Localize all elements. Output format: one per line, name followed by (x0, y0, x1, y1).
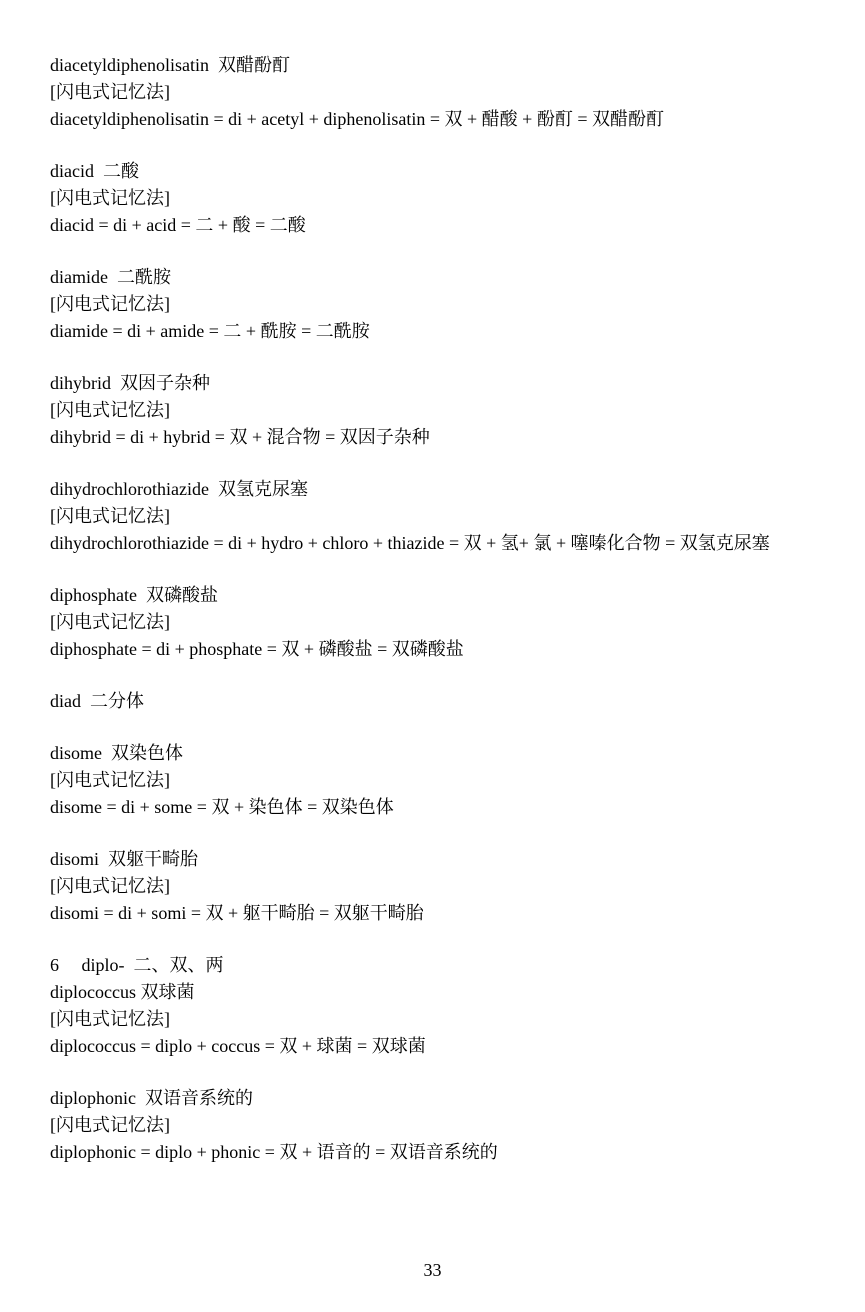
entry-headword: diplococcus 双球菌 (50, 982, 195, 1002)
entry-disome (50, 740, 822, 821)
entry-method-label: [闪电式记忆法] (50, 1115, 170, 1135)
document-page (50, 52, 822, 1191)
entry-method-label: [闪电式记忆法] (50, 876, 170, 896)
entry-disomi (50, 846, 822, 927)
entry-headword: diacid 二酸 (50, 161, 139, 181)
entry-headword: diplophonic 双语音系统的 (50, 1088, 253, 1108)
entry-formula: diamide = di + amide = 二 + 酰胺 = 二酰胺 (50, 321, 370, 341)
entry-formula: diplophonic = diplo + phonic = 双 + 语音的 = 双语音系统的 (50, 1142, 498, 1162)
entry-formula: disomi = di + somi = 双 + 躯干畸胎 = 双躯干畸胎 (50, 903, 424, 923)
entry-diamide (50, 264, 822, 345)
entry-method-label: [闪电式记忆法] (50, 612, 170, 632)
entry-formula: dihybrid = di + hybrid = 双 + 混合物 = 双因子杂种 (50, 427, 430, 447)
entry-diad (50, 688, 822, 715)
section-title: 6 diplo- 二、双、两 (50, 955, 224, 975)
entry-formula: dihydrochlorothiazide = di + hydro + chloro + thiazide = 双 + 氢+ 氯 + 噻嗪化合物 = 双氢克尿塞 (50, 533, 770, 553)
entry-diphosphate (50, 582, 822, 663)
entry-headword: dihydrochlorothiazide 双氢克尿塞 (50, 479, 308, 499)
entry-method-label: [闪电式记忆法] (50, 400, 170, 420)
entry-formula: diphosphate = di + phosphate = 双 + 磷酸盐 = 双磷酸盐 (50, 639, 464, 659)
entry-formula: diplococcus = diplo + coccus = 双 + 球菌 = 双球菌 (50, 1036, 426, 1056)
entry-headword: dihybrid 双因子杂种 (50, 373, 210, 393)
entry-method-label: [闪电式记忆法] (50, 294, 170, 314)
entry-method-label: [闪电式记忆法] (50, 82, 170, 102)
entry-headword: diacetyldiphenolisatin 双醋酚酊 (50, 55, 290, 75)
entry-formula: diacid = di + acid = 二 + 酸 = 二酸 (50, 215, 306, 235)
entry-diacetyldiphenolisatin (50, 52, 822, 133)
entry-diplophonic (50, 1085, 822, 1166)
entry-headword: diphosphate 双磷酸盐 (50, 585, 218, 605)
entry-headword: disome 双染色体 (50, 743, 183, 763)
page-number: 33 (423, 1260, 442, 1280)
entry-formula: diacetyldiphenolisatin = di + acetyl + diphenolisatin = 双 + 醋酸 + 酚酊 = 双醋酚酊 (50, 109, 664, 129)
entry-method-label: [闪电式记忆法] (50, 506, 170, 526)
entry-diacid (50, 158, 822, 239)
entry-formula: disome = di + some = 双 + 染色体 = 双染色体 (50, 797, 394, 817)
section-diplo (50, 952, 822, 1060)
entry-dihydrochlorothiazide (50, 476, 822, 557)
entry-headword: diamide 二酰胺 (50, 267, 171, 287)
entry-method-label: [闪电式记忆法] (50, 1009, 170, 1029)
entry-dihybrid (50, 370, 822, 451)
entry-headword: disomi 双躯干畸胎 (50, 849, 199, 869)
entry-method-label: [闪电式记忆法] (50, 188, 170, 208)
entry-method-label: [闪电式记忆法] (50, 770, 170, 790)
entry-headword: diad 二分体 (50, 691, 144, 711)
